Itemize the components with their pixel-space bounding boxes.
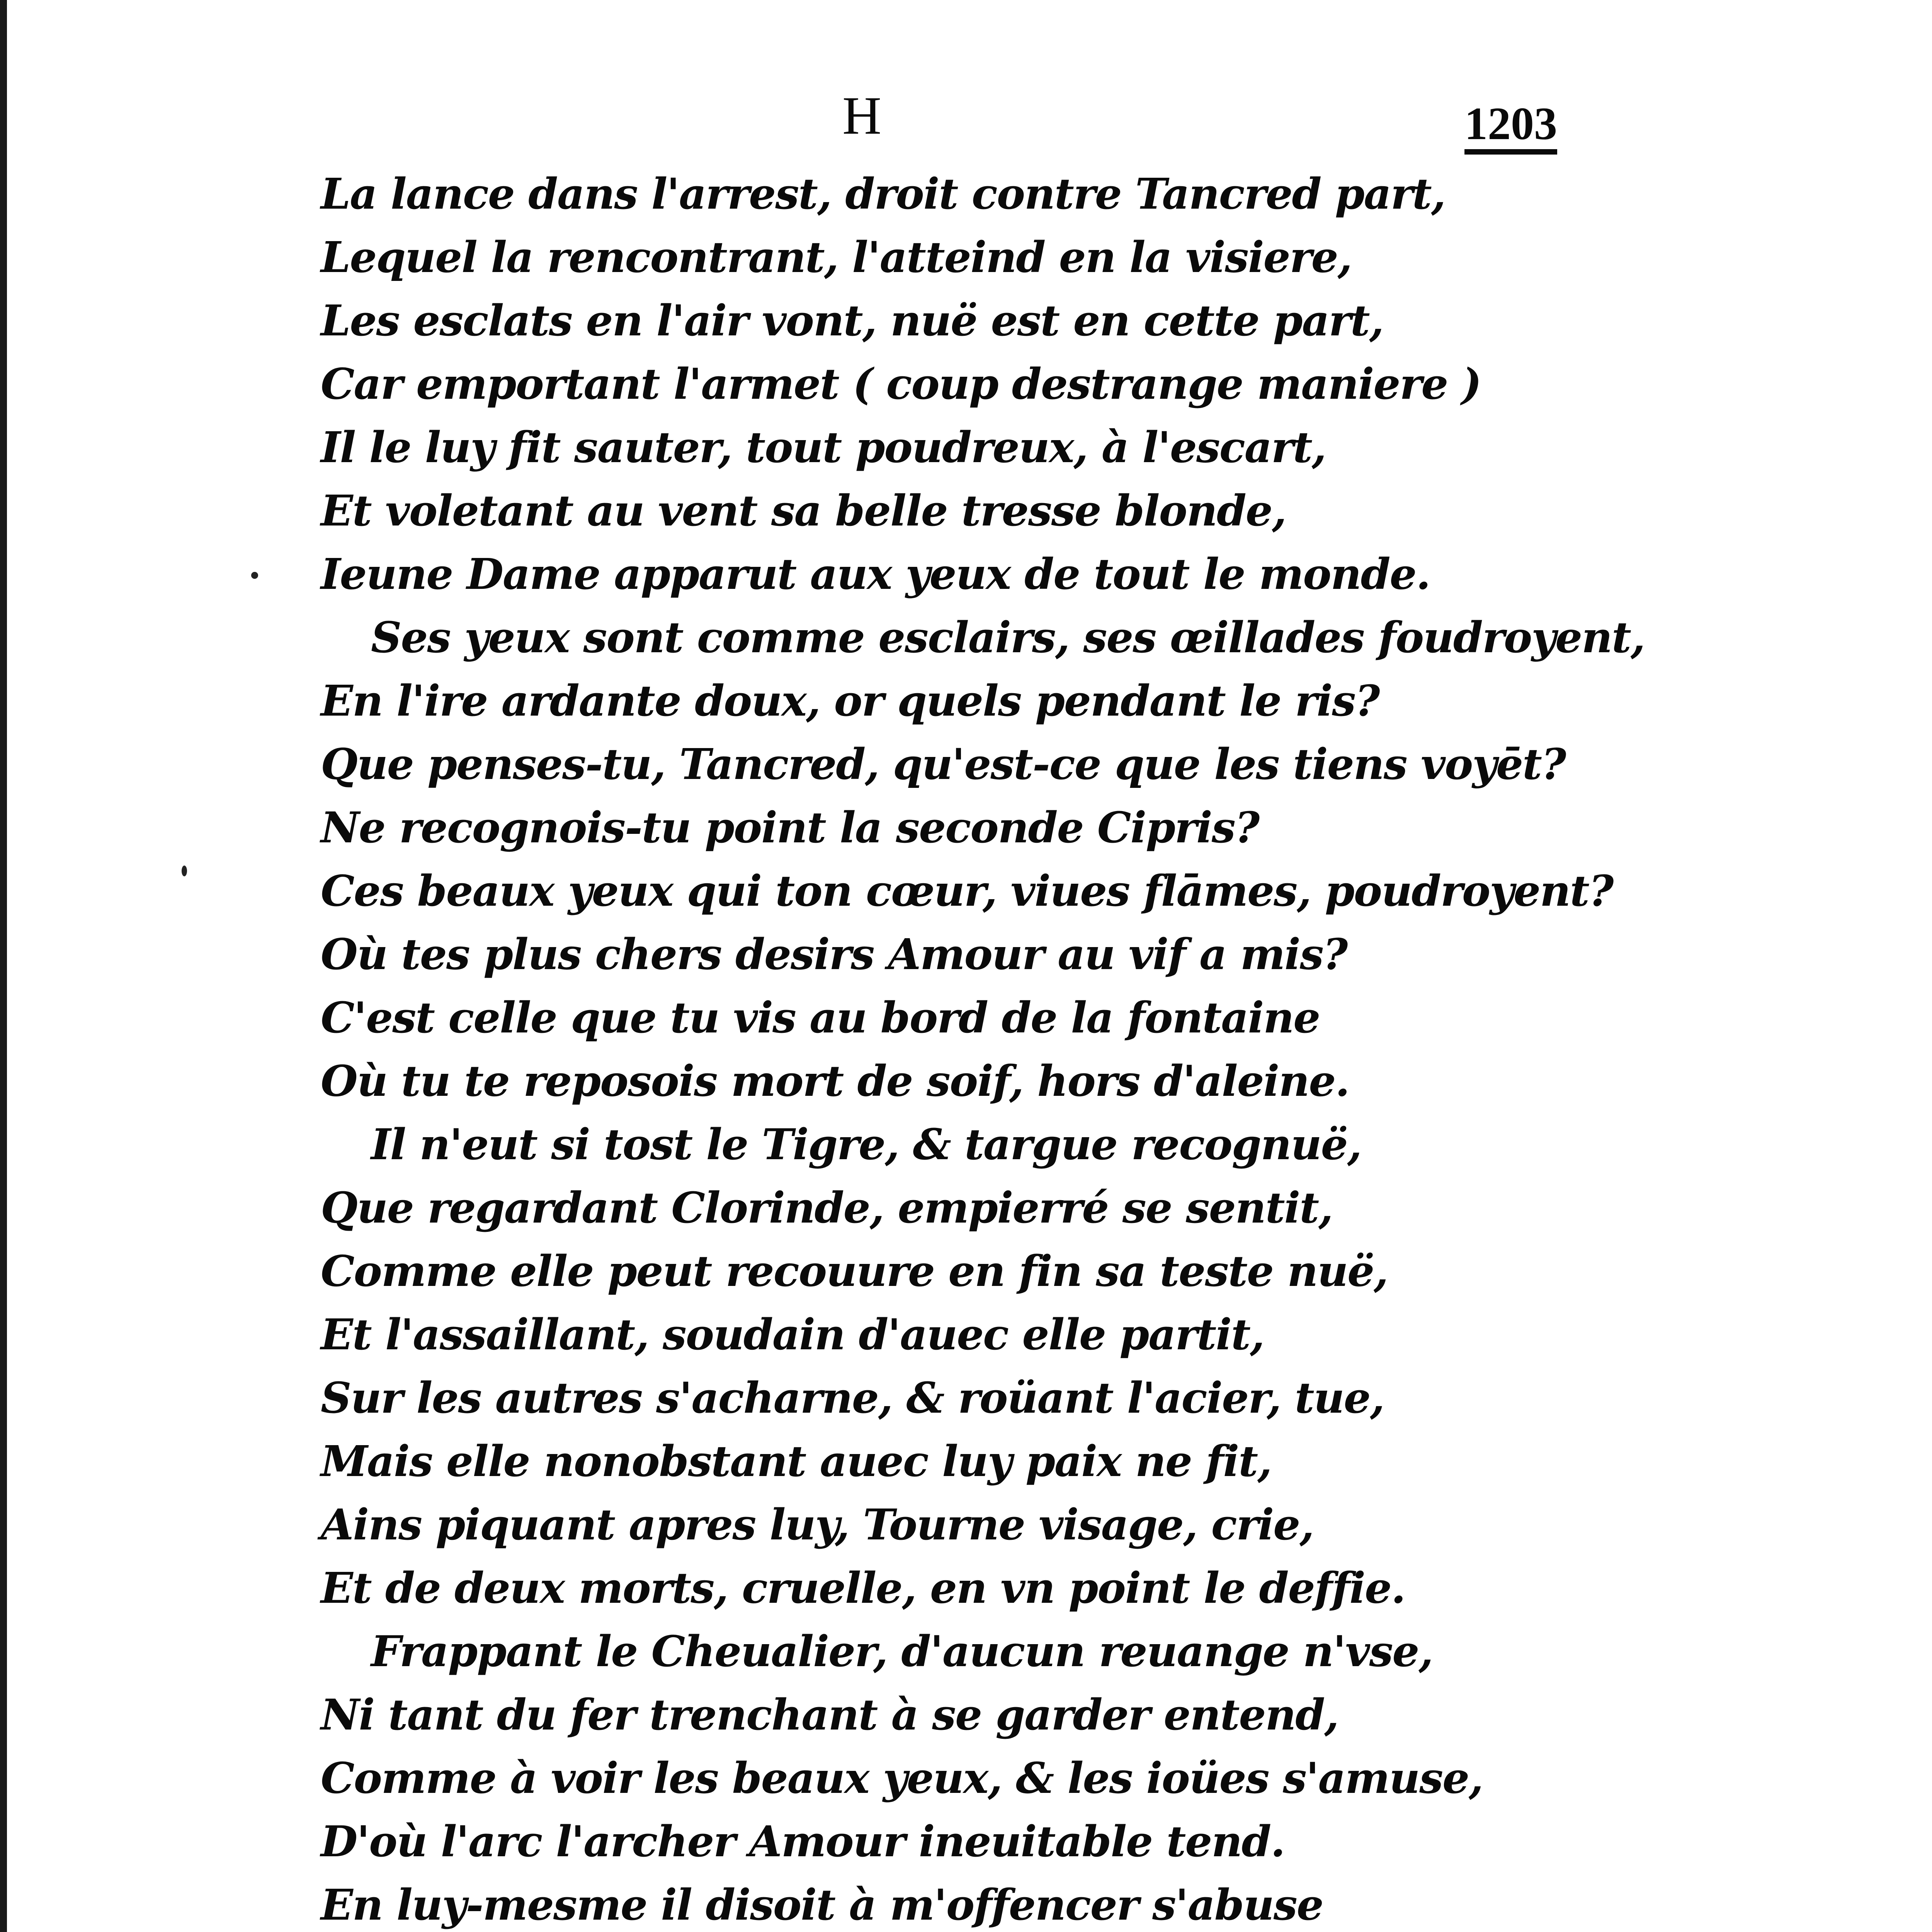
verse-line: Que regardant Clorinde, empierré se sentit, [321, 1183, 1333, 1233]
verse-line: Ains piquant apres luy, Tourne visage, crie, [321, 1500, 1314, 1549]
stanza [321, 1113, 1557, 1620]
verse-line: En l'ire ardante doux, or quels pendant le ris? [321, 676, 1379, 726]
verse-line: Que penses-tu, Tancred, qu'est-ce que les tiens voyēt? [321, 739, 1566, 789]
verse-line: Ni tant du fer trenchant à se garder entend, [321, 1690, 1338, 1740]
verse-line: Où tu te reposois mort de soif, hors d'aleine. [321, 1056, 1349, 1106]
signature-mark: H [842, 86, 882, 146]
verse-line: Et voletant au vent sa belle tresse blonde, [321, 486, 1286, 536]
verse-line: Comme elle peut recouure en fin sa teste nuë, [321, 1246, 1388, 1296]
verse-line: Mais elle nonobstant auec luy paix ne fit, [321, 1436, 1272, 1486]
verse-line: Et de deux morts, cruelle, en vn point le deffie. [321, 1563, 1405, 1613]
verse-line: Lequel la rencontrant, l'atteind en la visiere, [321, 232, 1352, 282]
verse-line: Il n'eut si tost le Tigre, & targue recognuë, [371, 1119, 1361, 1169]
verse-line: Ces beaux yeux qui ton cœur, viues flāmes, poudroyent? [321, 866, 1613, 916]
verse-line: Il le luy fit sauter, tout poudreux, à l'escart, [321, 422, 1326, 472]
verse-line: Ieune Dame apparut aux yeux de tout le monde. [321, 549, 1430, 599]
verse-line: C'est celle que tu vis au bord de la fontaine [321, 993, 1320, 1043]
verse-line: Ne recognois-tu point la seconde Cipris? [321, 803, 1259, 852]
verse-line: En luy-mesme il disoit à m'offencer s'abuse [321, 1880, 1323, 1930]
verse-line: La lance dans l'arrest, droit contre Tancred part, [321, 169, 1446, 219]
stanza [321, 1620, 1557, 1932]
scan-speck [251, 572, 258, 579]
verse-line: D'où l'arc l'archer Amour ineuitable tend. [321, 1816, 1285, 1866]
verse-text [321, 162, 1645, 1932]
page-edge-shadow [0, 0, 7, 1932]
verse-line: Ses yeux sont comme esclairs, ses œillades foudroyent, [371, 612, 1645, 662]
verse-line: Frappant le Cheualier, d'aucun reuange n'vse, [371, 1626, 1433, 1676]
verse-line: Sur les autres s'acharne, & roüant l'acier, tue, [321, 1373, 1384, 1423]
verse-line: Où tes plus chers desirs Amour au vif a mis? [321, 929, 1347, 979]
stanza [321, 606, 1645, 1113]
verse-line: Car emportant l'armet ( coup destrange maniere ) [321, 359, 1481, 409]
verse-line: Les esclats en l'air vont, nuë est en cette part, [321, 296, 1383, 345]
page-number: 1203 [1464, 100, 1557, 155]
stanza [321, 162, 1557, 606]
verse-line: Et l'assaillant, soudain d'auec elle partit, [321, 1310, 1264, 1359]
verse-line: Comme à voir les beaux yeux, & les ioües s'amuse, [321, 1753, 1483, 1803]
scan-speck [182, 866, 187, 876]
